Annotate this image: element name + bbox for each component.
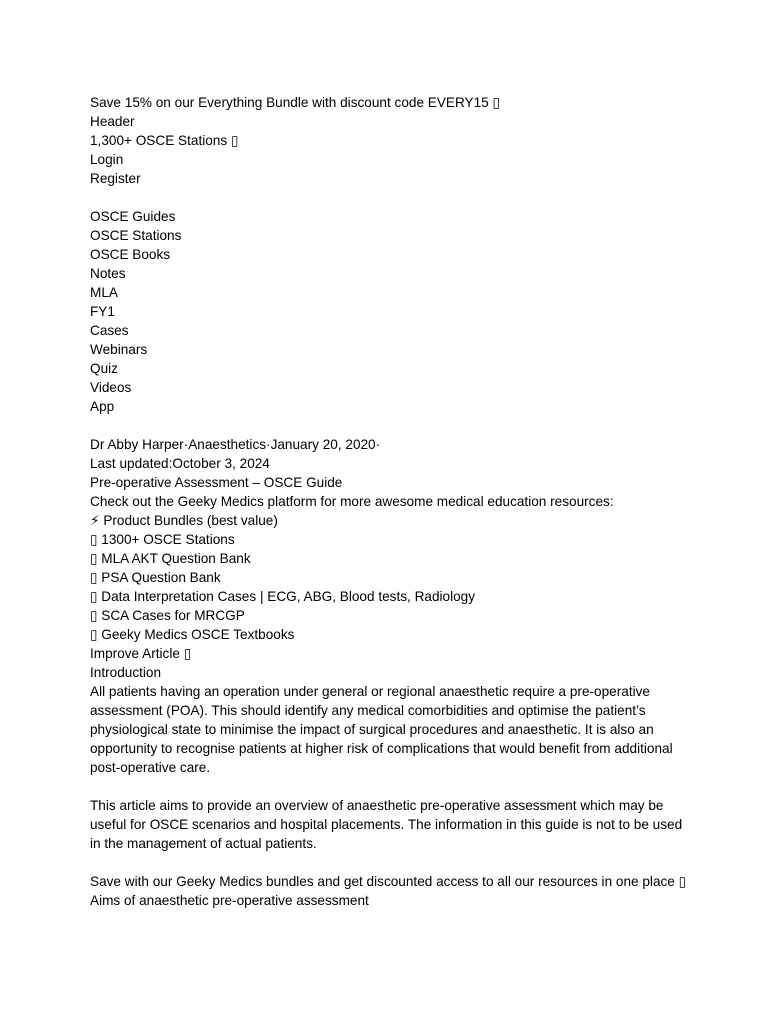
nav-item-fy1[interactable]: FY1 bbox=[90, 304, 115, 319]
spacer bbox=[90, 188, 690, 207]
resource-icon: ▯ bbox=[90, 608, 98, 623]
nav-item-osce-books[interactable]: OSCE Books bbox=[90, 247, 171, 262]
resource-label: SCA Cases for MRCGP bbox=[101, 608, 245, 623]
resource-icon: ▯ bbox=[90, 551, 98, 566]
improve-article-label: Improve Article bbox=[90, 646, 180, 661]
resource-icon: ▯ bbox=[90, 627, 98, 642]
nav-item-mla[interactable]: MLA bbox=[90, 285, 118, 300]
last-updated: Last updated:October 3, 2024 bbox=[90, 456, 270, 471]
nav-item-webinars[interactable]: Webinars bbox=[90, 342, 148, 357]
osce-stations-link[interactable] bbox=[90, 131, 690, 150]
nav-item-app[interactable]: App bbox=[90, 399, 115, 414]
header-label: Header bbox=[90, 114, 135, 129]
bundle-promo-text: Save with our Geeky Medics bundles and get discounted access to all our resources in one place bbox=[90, 874, 675, 889]
promo-banner[interactable] bbox=[90, 93, 690, 112]
spacer bbox=[90, 853, 690, 872]
resource-link-textbooks[interactable] bbox=[90, 625, 690, 644]
resource-list bbox=[90, 511, 690, 644]
resource-link-sca-cases[interactable] bbox=[90, 606, 690, 625]
improve-article-link[interactable] bbox=[90, 644, 690, 663]
resource-label: Geeky Medics OSCE Textbooks bbox=[101, 627, 295, 642]
resource-link-data-interpretation[interactable] bbox=[90, 587, 690, 606]
resource-label: Data Interpretation Cases | ECG, ABG, Blood tests, Radiology bbox=[101, 589, 476, 604]
article-byline: Dr Abby Harper·Anaesthetics·January 20, 2020· bbox=[90, 437, 381, 452]
bundle-promo-link[interactable] bbox=[90, 872, 690, 891]
platform-intro: Check out the Geeky Medics platform for more awesome medical education resources: bbox=[90, 494, 614, 509]
nav-item-osce-guides[interactable]: OSCE Guides bbox=[90, 209, 176, 224]
nav-item-videos[interactable]: Videos bbox=[90, 380, 132, 395]
promo-text: Save 15% on our Everything Bundle with discount code EVERY15 bbox=[90, 95, 489, 110]
resource-link-osce-stations[interactable] bbox=[90, 530, 690, 549]
close-icon[interactable]: ▯ bbox=[492, 95, 501, 110]
resource-label: 1300+ OSCE Stations bbox=[101, 532, 235, 547]
nav-item-notes[interactable]: Notes bbox=[90, 266, 126, 281]
arrow-icon: ▯ bbox=[678, 874, 687, 889]
arrow-icon: ▯ bbox=[230, 133, 239, 148]
register-link[interactable]: Register bbox=[90, 171, 141, 186]
login-link[interactable]: Login bbox=[90, 152, 124, 167]
main-nav bbox=[90, 207, 690, 416]
resource-link-psa[interactable] bbox=[90, 568, 690, 587]
intro-paragraph-1: All patients having an operation under general or regional anaesthetic require a pre-operative assessment (POA). This should identify any medical comorbidities and optimise the patient’s physiological state to minimise the impact of surgical procedures and anaesthetic. It is also an opportunity to recognise patients at higher risk of complications that would benefit from additional post-operative care. bbox=[90, 684, 673, 775]
resource-label: MLA AKT Question Bank bbox=[101, 551, 251, 566]
nav-item-quiz[interactable]: Quiz bbox=[90, 361, 118, 376]
aims-heading: Aims of anaesthetic pre-operative assessment bbox=[90, 893, 369, 908]
intro-paragraph-2: This article aims to provide an overview of anaesthetic pre-operative assessment which may be useful for OSCE scenarios and hospital placements. The information in this guide is not to be used in the management of actual patients. bbox=[90, 798, 683, 851]
edit-icon: ▯ bbox=[183, 646, 192, 661]
resource-icon: ▯ bbox=[90, 532, 98, 547]
page-title: Pre-operative Assessment – OSCE Guide bbox=[90, 475, 343, 490]
resource-icon: ▯ bbox=[90, 570, 98, 585]
introduction-heading: Introduction bbox=[90, 665, 162, 680]
resource-icon: ▯ bbox=[90, 589, 98, 604]
resource-link-mla-akt[interactable] bbox=[90, 549, 690, 568]
spacer bbox=[90, 416, 690, 435]
spacer bbox=[90, 777, 690, 796]
resource-label: PSA Question Bank bbox=[101, 570, 221, 585]
osce-stations-link-label: 1,300+ OSCE Stations bbox=[90, 133, 228, 148]
nav-item-cases[interactable]: Cases bbox=[90, 323, 129, 338]
lightning-icon: ⚡ bbox=[90, 513, 100, 528]
resource-label: Product Bundles (best value) bbox=[103, 513, 278, 528]
nav-item-osce-stations[interactable]: OSCE Stations bbox=[90, 228, 182, 243]
resource-link-bundles[interactable] bbox=[90, 511, 690, 530]
